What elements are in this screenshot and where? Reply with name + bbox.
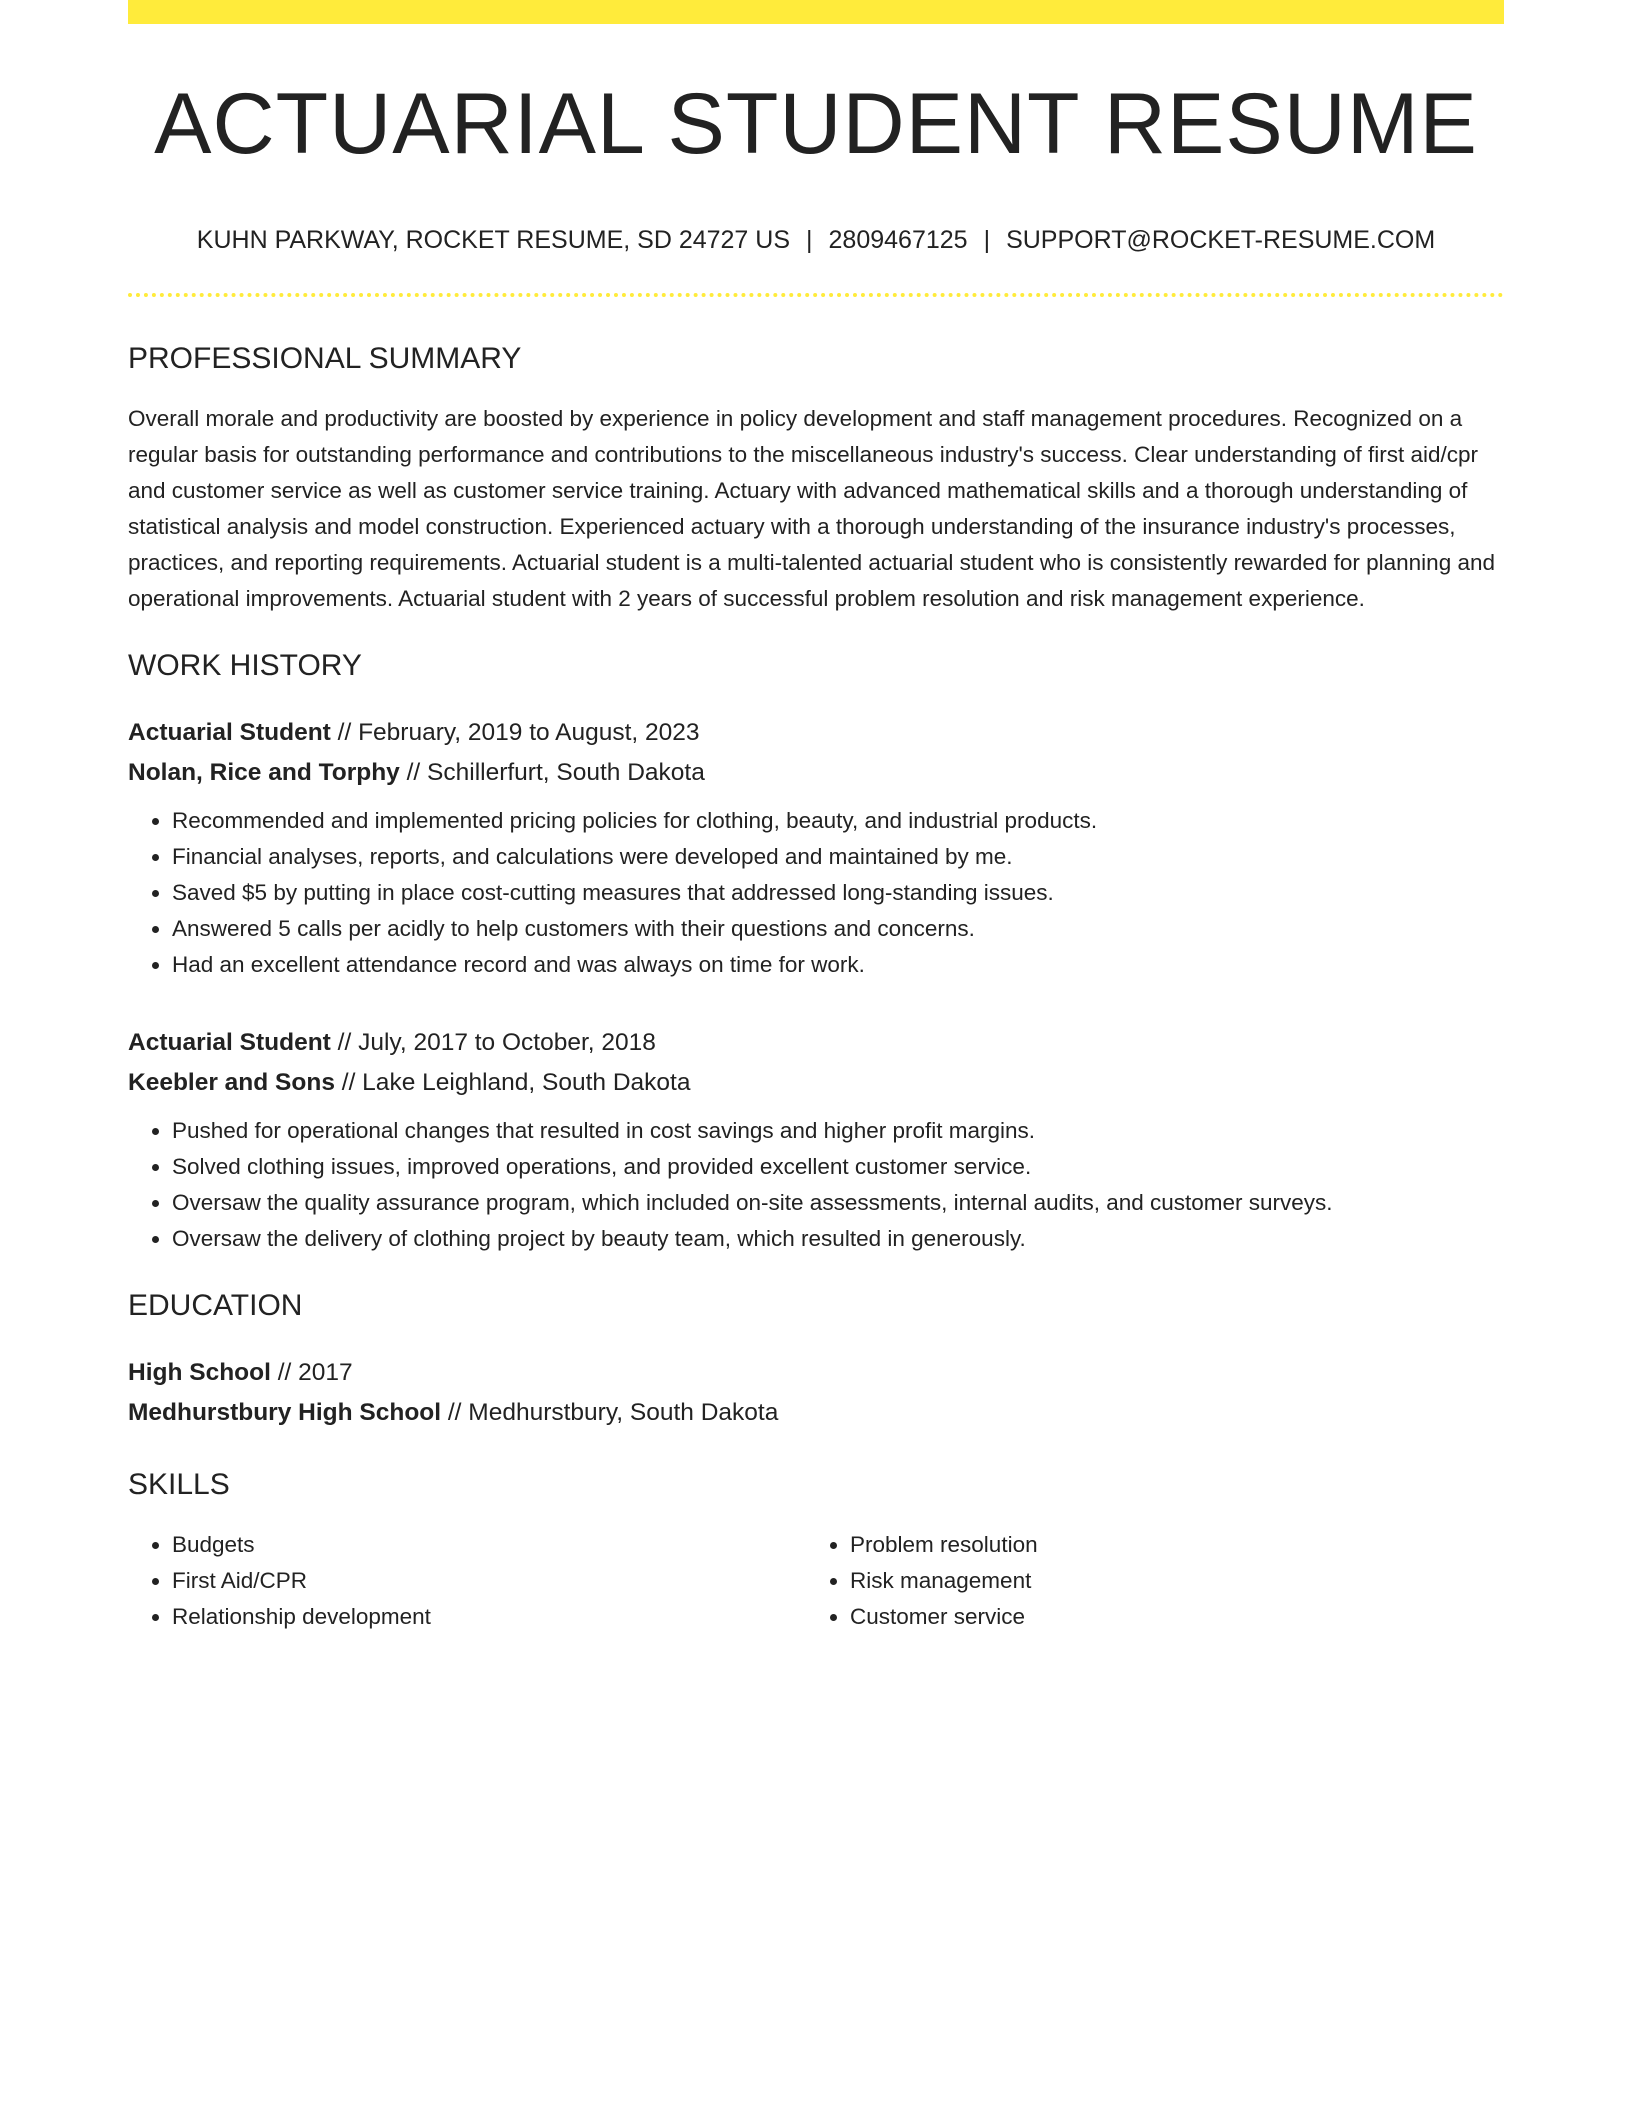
work-history-section bbox=[128, 651, 1504, 1257]
resume-page bbox=[128, 0, 1504, 1635]
job-bullet: • Saved $5 by putting in place cost-cutting measures that addressed long-standing issues. bbox=[172, 875, 1504, 911]
job-company: Keebler and Sons bbox=[128, 1069, 335, 1096]
job-dates: // July, 2017 to October, 2018 bbox=[337, 1029, 656, 1056]
school-location: // Medhurstbury, South Dakota bbox=[447, 1399, 779, 1426]
job-company-line bbox=[128, 753, 1504, 793]
contact-address: KUHN PARKWAY, ROCKET RESUME, SD 24727 US bbox=[196, 226, 791, 254]
summary-text: Overall morale and productivity are boosted by experience in policy development and staff management procedures. Recognized on a regular basis for outstanding performance and contributions to the miscellaneous industry's success. Clear understanding of first aid/cpr and customer service as well as customer service training. Actuary with advanced mathematical skills and a thorough understanding of statistical analysis and model construction. Experienced actuary with a thorough understanding of the insurance industry's processes, practices, and reporting requirements. Actuarial student is a multi-talented actuarial student who is consistently rewarded for planning and operational improvements. Actuarial student with 2 years of successful problem resolution and risk management experience. bbox=[128, 406, 1495, 611]
job-title: Actuarial Student bbox=[128, 719, 331, 746]
job-dates: // February, 2019 to August, 2023 bbox=[337, 719, 700, 746]
job-location: // Schillerfurt, South Dakota bbox=[406, 759, 705, 786]
skill-item: • First Aid/CPR bbox=[172, 1563, 806, 1599]
top-accent-bar bbox=[128, 0, 1504, 24]
education-heading: EDUCATION bbox=[128, 1289, 303, 1322]
job-title: Actuarial Student bbox=[128, 1029, 331, 1056]
dotted-divider bbox=[128, 293, 1504, 297]
job-bullet: • Financial analyses, reports, and calculations were developed and maintained by me. bbox=[172, 839, 1504, 875]
contact-separator: | bbox=[806, 226, 813, 254]
degree: High School bbox=[128, 1359, 271, 1386]
job-bullet: • Had an excellent attendance record and was always on time for work. bbox=[172, 947, 1504, 983]
skill-item: • Relationship development bbox=[172, 1599, 806, 1635]
skills-column-left bbox=[128, 1527, 806, 1635]
job-bullet: • Oversaw the delivery of clothing project by beauty team, which resulted in generously. bbox=[172, 1221, 1504, 1257]
school-line bbox=[128, 1393, 1504, 1433]
job-company: Nolan, Rice and Torphy bbox=[128, 759, 400, 786]
degree-line bbox=[128, 1353, 1504, 1393]
job-company-line bbox=[128, 1063, 1504, 1103]
job-bullet: • Answered 5 calls per acidly to help customers with their questions and concerns. bbox=[172, 911, 1504, 947]
skill-item: • Customer service bbox=[850, 1599, 1484, 1635]
skills-heading: SKILLS bbox=[128, 1468, 230, 1501]
skill-item: • Budgets bbox=[172, 1527, 806, 1563]
contact-line bbox=[128, 228, 1504, 253]
job-title-line bbox=[128, 1023, 1504, 1063]
job-entry bbox=[128, 1023, 1504, 1257]
contact-separator: | bbox=[983, 226, 991, 254]
job-title-line bbox=[128, 713, 1504, 753]
job-entry bbox=[128, 713, 1504, 983]
job-location: // Lake Leighland, South Dakota bbox=[341, 1069, 691, 1096]
summary-heading: PROFESSIONAL SUMMARY bbox=[128, 342, 522, 375]
graduation-year: // 2017 bbox=[277, 1359, 353, 1386]
job-bullet: • Pushed for operational changes that resulted in cost savings and higher profit margins. bbox=[172, 1113, 1504, 1149]
skills-grid bbox=[128, 1527, 1504, 1635]
job-bullets bbox=[128, 1113, 1504, 1257]
job-bullets bbox=[128, 803, 1504, 983]
skill-item: • Problem resolution bbox=[850, 1527, 1484, 1563]
school-name: Medhurstbury High School bbox=[128, 1399, 442, 1426]
education-entry bbox=[128, 1353, 1504, 1433]
summary-section bbox=[128, 344, 1504, 617]
contact-email: SUPPORT@ROCKET-RESUME.COM bbox=[1006, 226, 1436, 254]
skills-section bbox=[128, 1470, 1504, 1635]
skills-column-right bbox=[806, 1527, 1484, 1635]
job-bullet: • Recommended and implemented pricing policies for clothing, beauty, and industrial products. bbox=[172, 803, 1504, 839]
work-history-heading: WORK HISTORY bbox=[128, 649, 362, 682]
job-bullet: • Solved clothing issues, improved operations, and provided excellent customer service. bbox=[172, 1149, 1504, 1185]
skill-item: • Risk management bbox=[850, 1563, 1484, 1599]
resume-title: ACTUARIAL STUDENT RESUME bbox=[154, 76, 1478, 172]
contact-phone: 2809467125 bbox=[828, 226, 968, 254]
job-bullet: • Oversaw the quality assurance program, which included on-site assessments, internal audits, and customer surveys. bbox=[172, 1185, 1504, 1221]
education-section bbox=[128, 1291, 1504, 1433]
